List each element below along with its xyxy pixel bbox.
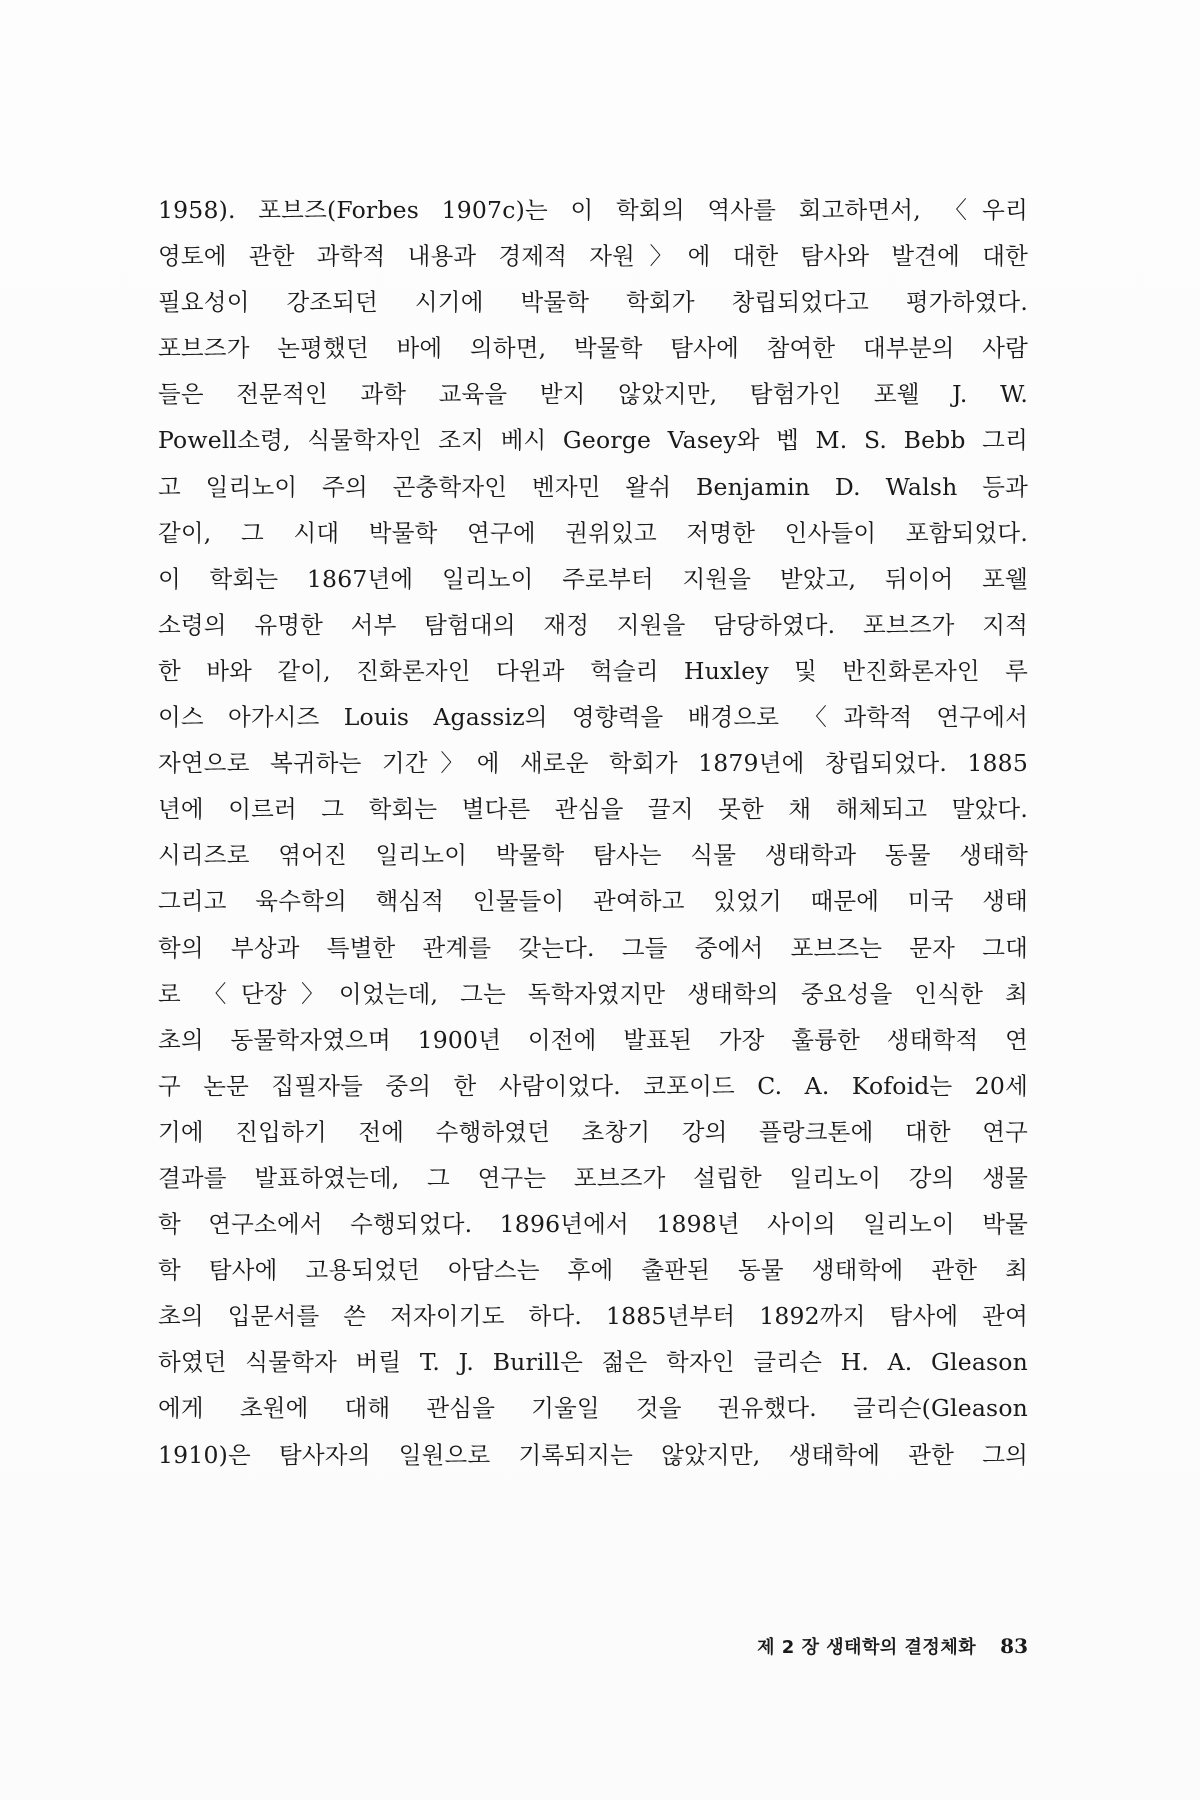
text-line: 학 연구소에서 수행되었다. 1896년에서 1898년 사이의 일리노이 박물: [158, 1210, 1028, 1239]
text-line: 필요성이 강조되던 시기에 박물학 학회가 창립되었다고 평가하였다.: [158, 288, 1028, 317]
page-footer: [757, 1633, 1028, 1659]
text-line: 결과를 발표하였는데, 그 연구는 포브즈가 설립한 일리노이 강의 생물: [158, 1163, 1028, 1192]
text-line: 하였던 식물학자 버릴 T. J. Burill은 젊은 학자인 글리슨 H. A. Gleason: [158, 1348, 1028, 1377]
text-line: 들은 전문적인 과학 교육을 받지 않았지만, 탐험가인 포웰 J. W.: [158, 380, 1028, 409]
text-line: 포브즈가 논평했던 바에 의하면, 박물학 탐사에 참여한 대부분의 사람: [158, 334, 1028, 363]
running-footer-chapter-title: 제 2 장 생태학의 결정체화: [757, 1637, 977, 1658]
text-line: 시리즈로 엮어진 일리노이 박물학 탐사는 식물 생태학과 동물 생태학: [158, 841, 1028, 870]
text-line: 소령의 유명한 서부 탐험대의 재정 지원을 담당하였다. 포브즈가 지적: [158, 610, 1028, 639]
text-line: 학의 부상과 특별한 관계를 갖는다. 그들 중에서 포브즈는 문자 그대: [158, 933, 1028, 962]
text-line: 로 〈단장〉이었는데, 그는 독학자였지만 생태학의 중요성을 인식한 최: [158, 979, 1028, 1008]
text-line: 초의 동물학자였으며 1900년 이전에 발표된 가장 훌륭한 생태학적 연: [158, 1025, 1028, 1054]
text-line: 자연으로 복귀하는 기간〉에 새로운 학회가 1879년에 창립되었다. 1885: [158, 749, 1028, 778]
text-line: 기에 진입하기 전에 수행하였던 초창기 강의 플랑크톤에 대한 연구: [158, 1117, 1028, 1146]
text-line: 구 논문 집필자들 중의 한 사람이었다. 코포이드 C. A. Kofoid는 20세: [158, 1071, 1028, 1100]
text-line: 1958). 포브즈(Forbes 1907c)는 이 학회의 역사를 회고하면서, 〈우리: [158, 196, 1028, 224]
text-line: 초의 입문서를 쓴 저자이기도 하다. 1885년부터 1892까지 탐사에 관여: [158, 1302, 1028, 1331]
text-line: 고 일리노이 주의 곤충학자인 벤자민 왈쉬 Benjamin D. Walsh 등과: [158, 472, 1028, 501]
text-line: 이 학회는 1867년에 일리노이 주로부터 지원을 받았고, 뒤이어 포웰: [158, 564, 1028, 593]
text-line: 1910)은 탐사자의 일원으로 기록되지는 않았지만, 생태학에 관한 그의: [158, 1440, 1028, 1469]
body-text: [158, 187, 1028, 1478]
text-line: 이스 아가시즈 Louis Agassiz의 영향력을 배경으로 〈과학적 연구에서: [158, 703, 1028, 732]
text-line: Powell소령, 식물학자인 조지 베시 George Vasey와 벱 M. S. Bebb 그리: [158, 426, 1028, 455]
text-line: 영토에 관한 과학적 내용과 경제적 자원〉에 대한 탐사와 발견에 대한: [158, 242, 1028, 271]
text-line: 같이, 그 시대 박물학 연구에 권위있고 저명한 인사들이 포함되었다.: [158, 518, 1028, 547]
text-line: 그리고 육수학의 핵심적 인물들이 관여하고 있었기 때문에 미국 생태: [158, 887, 1028, 916]
text-line: 에게 초원에 대해 관심을 기울일 것을 권유했다. 글리슨(Gleason: [158, 1394, 1028, 1423]
page-number: 83: [1000, 1634, 1028, 1658]
text-line: 년에 이르러 그 학회는 별다른 관심을 끌지 못한 채 해체되고 말았다.: [158, 795, 1028, 824]
text-line: 한 바와 같이, 진화론자인 다윈과 헉슬리 Huxley 및 반진화론자인 루: [158, 656, 1028, 685]
text-line: 학 탐사에 고용되었던 아담스는 후에 출판된 동물 생태학에 관한 최: [158, 1256, 1028, 1285]
